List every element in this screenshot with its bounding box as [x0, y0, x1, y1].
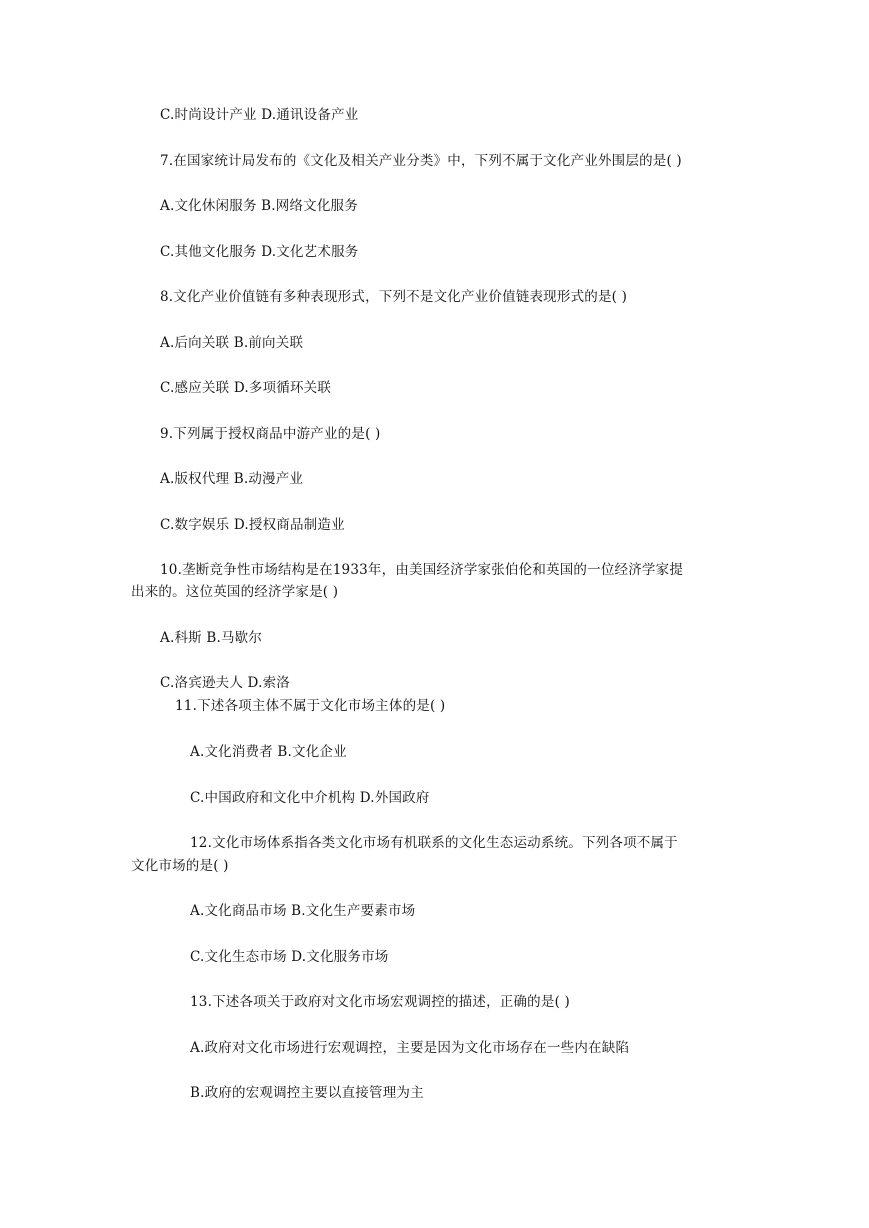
- q7-question: 7.在国家统计局发布的《文化及相关产业分类》中，下列不属于文化产业外围层的是( ): [160, 153, 682, 169]
- q10-question-line2: 出来的。这位英国的经济学家是( ): [131, 584, 339, 600]
- q12-question-line2: 文化市场的是( ): [131, 858, 229, 874]
- q12-question-line1: 12.文化市场体系指各类文化市场有机联系的文化生态运动系统。下列各项不属于: [190, 835, 678, 851]
- q8-options-cd: C.感应关联 D.多项循环关联: [160, 380, 332, 396]
- q13-option-a: A.政府对文化市场进行宏观调控，主要是因为文化市场存在一些内在缺陷: [190, 1040, 630, 1056]
- q7-options-cd: C.其他文化服务 D.文化艺术服务: [160, 244, 359, 260]
- q9-options-ab: A.版权代理 B.动漫产业: [160, 471, 304, 487]
- q11-options-ab: A.文化消费者 B.文化企业: [190, 744, 347, 760]
- q12-options-ab: A.文化商品市场 B.文化生产要素市场: [190, 903, 416, 919]
- q12-options-cd: C.文化生态市场 D.文化服务市场: [190, 949, 389, 965]
- q8-options-ab: A.后向关联 B.前向关联: [160, 335, 304, 351]
- q9-options-cd: C.数字娱乐 D.授权商品制造业: [160, 517, 345, 533]
- q10-options-ab: A.科斯 B.马歇尔: [160, 630, 263, 646]
- q13-question: 13.下述各项关于政府对文化市场宏观调控的描述，正确的是( ): [190, 994, 570, 1010]
- q8-question: 8.文化产业价值链有多种表现形式，下列不是文化产业价值链表现形式的是( ): [160, 289, 628, 305]
- q9-question: 9.下列属于授权商品中游产业的是( ): [160, 426, 381, 442]
- q10-question-line1: 10.垄断竞争性市场结构是在1933年，由美国经济学家张伯伦和英国的一位经济学家提: [160, 562, 684, 578]
- q10-options-cd: C.洛宾逊夫人 D.索洛: [160, 675, 290, 691]
- q13-option-b: B.政府的宏观调控主要以直接管理为主: [190, 1085, 424, 1101]
- q11-question: 11.下述各项主体不属于文化市场主体的是( ): [175, 698, 446, 714]
- q7-options-ab: A.文化休闲服务 B.网络文化服务: [160, 198, 358, 214]
- q6-options-cd: C.时尚设计产业 D.通讯设备产业: [160, 107, 359, 123]
- q11-options-cd: C.中国政府和文化中介机构 D.外国政府: [190, 790, 430, 806]
